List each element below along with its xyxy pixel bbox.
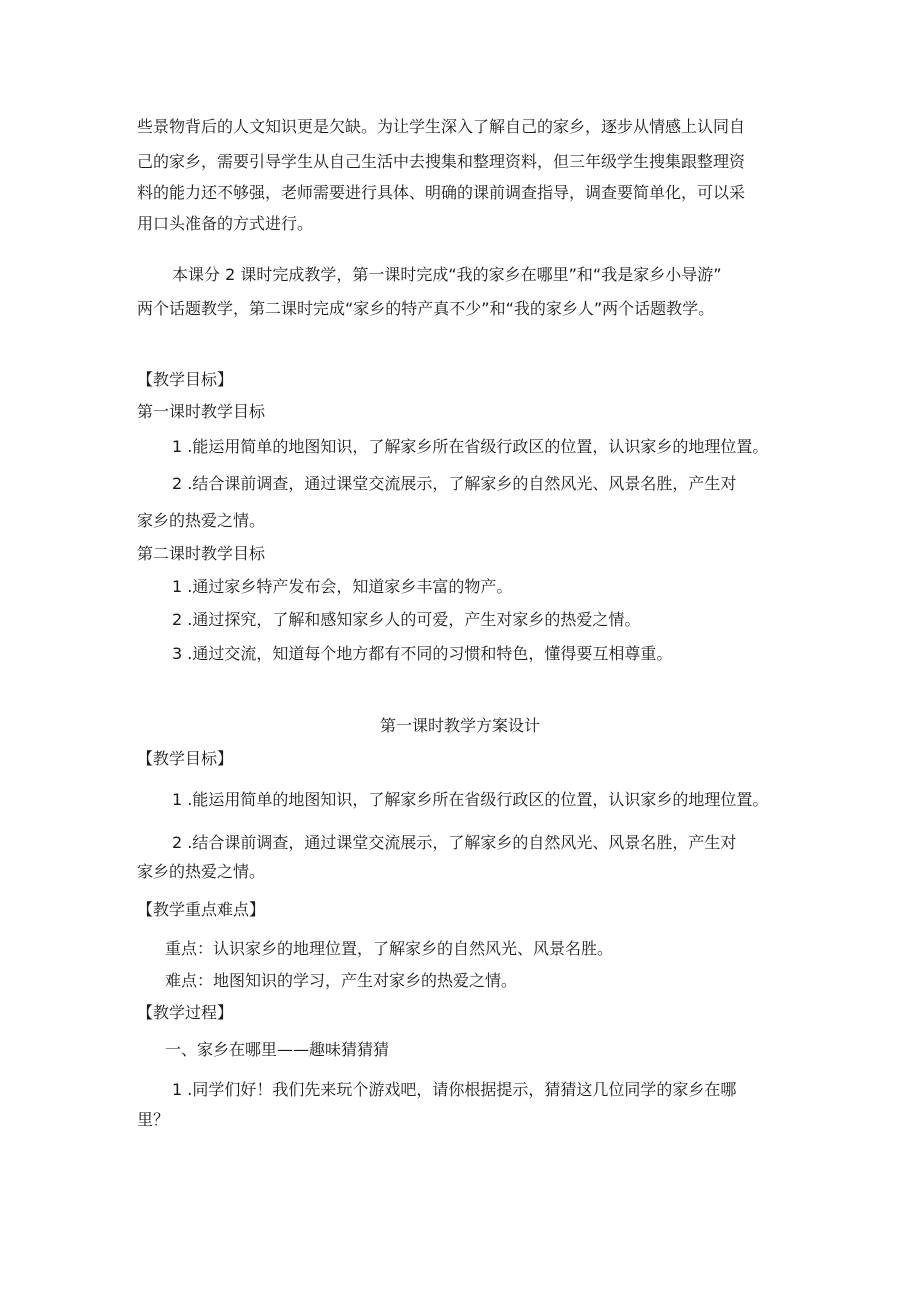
- lesson2-goal-1: 1 .通过家乡特产发布会，知道家乡丰富的物产。: [172, 577, 513, 596]
- process-heading: 【教学过程】: [137, 1003, 234, 1022]
- lesson1-design-title: 第一课时教学方案设计: [379, 716, 540, 735]
- lesson1-goal-2-cont: 家乡的热爱之情。: [137, 511, 266, 530]
- design-goal-1: 1 .能运用简单的地图知识，了解家乡所在省级行政区的位置，认识家乡的地理位置。: [172, 790, 769, 809]
- schedule-line: 两个话题教学，第二课时完成“家乡的特产真不少”和“我的家乡人”两个话题教学。: [137, 299, 715, 318]
- key-difficulty-heading: 【教学重点难点】: [137, 900, 266, 919]
- lesson1-goal-2: 2 .结合课前调查，通过课堂交流展示，了解家乡的自然风光、风景名胜，产生对: [172, 474, 737, 493]
- intro-line: 己的家乡，需要引导学生从自己生活中去搜集和整理资料，但三年级学生搜集跟整理资: [137, 152, 746, 171]
- process-step-1-cont: 里？: [137, 1110, 170, 1129]
- lesson1-goals-title: 第一课时教学目标: [137, 402, 266, 421]
- lesson2-goal-2: 2 .通过探究，了解和感知家乡人的可爱，产生对家乡的热爱之情。: [172, 610, 641, 629]
- goals-heading: 【教学目标】: [137, 370, 234, 389]
- intro-line: 料的能力还不够强，老师需要进行具体、明确的课前调查指导，调查要简单化，可以采: [137, 183, 746, 202]
- design-goals-heading: 【教学目标】: [137, 749, 234, 768]
- lesson2-goal-3: 3 .通过交流，知道每个地方都有不同的习惯和特色，懂得要互相尊重。: [172, 644, 673, 663]
- intro-line: 用口头准备的方式进行。: [137, 214, 314, 233]
- process-section-1: 一、家乡在哪里——趣味猜猜猜: [165, 1040, 390, 1059]
- process-step-1: 1 .同学们好！我们先来玩个游戏吧，请你根据提示，猜猜这几位同学的家乡在哪: [172, 1080, 737, 1099]
- lesson2-goals-title: 第二课时教学目标: [137, 544, 266, 563]
- design-goal-2: 2 .结合课前调查，通过课堂交流展示，了解家乡的自然风光、风景名胜，产生对: [172, 833, 737, 852]
- difficulty-point: 难点：地图知识的学习，产生对家乡的热爱之情。: [165, 971, 518, 990]
- schedule-line: 本课分 2 课时完成教学，第一课时完成“我的家乡在哪里”和“我是家乡小导游”: [172, 265, 722, 284]
- intro-line: 些景物背后的人文知识更是欠缺。为让学生深入了解自己的家乡，逐步从情感上认同自: [137, 117, 746, 136]
- design-goal-2-cont: 家乡的热爱之情。: [137, 862, 266, 881]
- key-point: 重点：认识家乡的地理位置，了解家乡的自然风光、风景名胜。: [165, 939, 614, 958]
- lesson1-goal-1: 1 .能运用简单的地图知识，了解家乡所在省级行政区的位置，认识家乡的地理位置。: [172, 437, 769, 456]
